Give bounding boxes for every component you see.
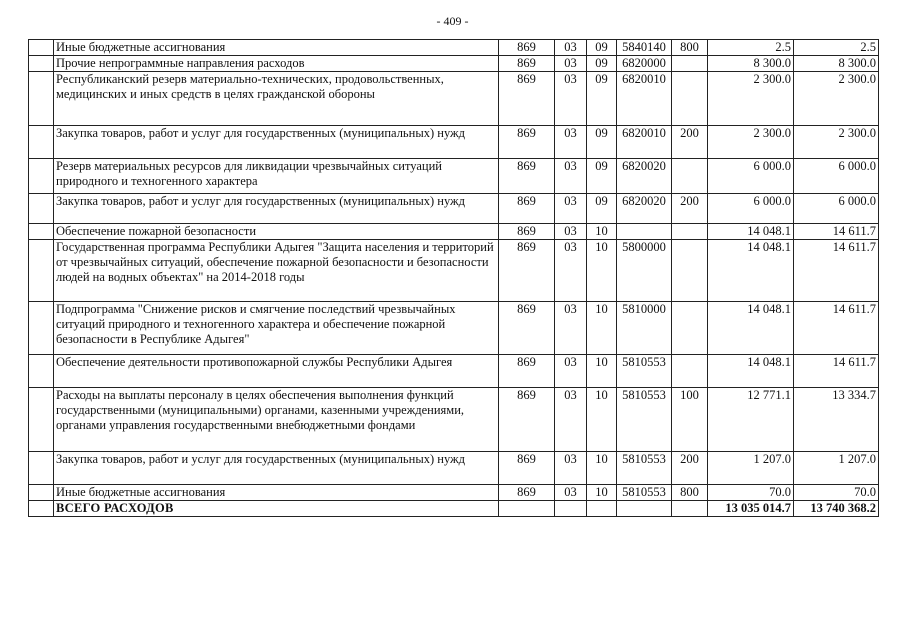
row-marker-cell <box>29 56 54 72</box>
amount-2018-cell: 13 334.7 <box>794 388 879 452</box>
amount-2017-cell: 2 300.0 <box>708 72 794 126</box>
expense-type-cell <box>672 159 708 194</box>
target-code-cell: 5810553 <box>617 452 672 485</box>
amount-2018-cell: 1 207.0 <box>794 452 879 485</box>
amount-2017-cell: 2 300.0 <box>708 126 794 159</box>
item-name-cell: Расходы на выплаты персоналу в целях обеспечения выполнения функций государственными (муниципальными) органами, казенными учреждениями, органами управления государственными внебюджетными фондами <box>54 388 499 452</box>
target-code-cell: 5810000 <box>617 302 672 355</box>
ministry-cell: 869 <box>499 224 555 240</box>
row-marker-cell <box>29 40 54 56</box>
ministry-cell: 869 <box>499 194 555 224</box>
table-row <box>29 40 879 56</box>
item-name-cell: Закупка товаров, работ и услуг для государственных (муниципальных) нужд <box>54 452 499 485</box>
row-marker-cell <box>29 302 54 355</box>
subsection-cell: 10 <box>587 485 617 501</box>
total-2018-cell: 13 740 368.2 <box>794 501 879 517</box>
row-marker-cell <box>29 501 54 517</box>
section-cell <box>555 501 587 517</box>
ministry-cell <box>499 501 555 517</box>
ministry-cell: 869 <box>499 72 555 126</box>
expense-type-cell <box>672 240 708 302</box>
ministry-cell: 869 <box>499 302 555 355</box>
expense-type-cell: 800 <box>672 485 708 501</box>
item-name-cell: Подпрограмма "Снижение рисков и смягчение последствий чрезвычайных ситуаций природного и техногенного характера и обеспечение пожарной безопасности в Республике Адыгея" <box>54 302 499 355</box>
amount-2017-cell: 2.5 <box>708 40 794 56</box>
table-row <box>29 485 879 501</box>
subsection-cell: 09 <box>587 159 617 194</box>
amount-2017-cell: 14 048.1 <box>708 224 794 240</box>
subsection-cell: 09 <box>587 40 617 56</box>
amount-2017-cell: 1 207.0 <box>708 452 794 485</box>
table-body <box>29 40 879 517</box>
subsection-cell: 10 <box>587 240 617 302</box>
ministry-cell: 869 <box>499 240 555 302</box>
table-row <box>29 56 879 72</box>
amount-2018-cell: 14 611.7 <box>794 355 879 388</box>
ministry-cell: 869 <box>499 485 555 501</box>
table-row <box>29 452 879 485</box>
row-marker-cell <box>29 224 54 240</box>
table-row <box>29 302 879 355</box>
amount-2018-cell: 6 000.0 <box>794 159 879 194</box>
expense-type-cell: 800 <box>672 40 708 56</box>
amount-2018-cell: 14 611.7 <box>794 302 879 355</box>
amount-2018-cell: 8 300.0 <box>794 56 879 72</box>
ministry-cell: 869 <box>499 388 555 452</box>
target-code-cell: 5840140 <box>617 40 672 56</box>
ministry-cell: 869 <box>499 126 555 159</box>
target-code-cell: 6820000 <box>617 56 672 72</box>
section-cell: 03 <box>555 159 587 194</box>
expense-type-cell: 200 <box>672 194 708 224</box>
row-marker-cell <box>29 126 54 159</box>
table-row <box>29 194 879 224</box>
row-marker-cell <box>29 485 54 501</box>
subsection-cell: 09 <box>587 72 617 126</box>
expense-type-cell <box>672 501 708 517</box>
amount-2017-cell: 14 048.1 <box>708 355 794 388</box>
table-row <box>29 126 879 159</box>
item-name-cell: Республиканский резерв материально-технических, продовольственных, медицинских и иных средств в целях гражданской обороны <box>54 72 499 126</box>
target-code-cell: 5800000 <box>617 240 672 302</box>
row-marker-cell <box>29 355 54 388</box>
amount-2018-cell: 2.5 <box>794 40 879 56</box>
expense-type-cell: 100 <box>672 388 708 452</box>
item-name-cell: Государственная программа Республики Адыгея "Защита населения и территорий от чрезвычайных ситуаций, обеспечение пожарной безопасности и безопасности людей на водных объектах" на 2014-2018 годы <box>54 240 499 302</box>
expense-type-cell: 200 <box>672 452 708 485</box>
target-code-cell: 6820020 <box>617 194 672 224</box>
item-name-cell: Закупка товаров, работ и услуг для государственных (муниципальных) нужд <box>54 126 499 159</box>
target-code-cell: 6820020 <box>617 159 672 194</box>
total-label-cell: ВСЕГО РАСХОДОВ <box>54 501 499 517</box>
amount-2017-cell: 8 300.0 <box>708 56 794 72</box>
subsection-cell: 10 <box>587 355 617 388</box>
expense-type-cell <box>672 355 708 388</box>
subsection-cell: 10 <box>587 302 617 355</box>
subsection-cell: 09 <box>587 56 617 72</box>
table-row <box>29 388 879 452</box>
target-code-cell <box>617 224 672 240</box>
target-code-cell <box>617 501 672 517</box>
expense-type-cell <box>672 302 708 355</box>
amount-2018-cell: 14 611.7 <box>794 240 879 302</box>
subsection-cell <box>587 501 617 517</box>
table-row <box>29 72 879 126</box>
section-cell: 03 <box>555 194 587 224</box>
section-cell: 03 <box>555 56 587 72</box>
subsection-cell: 10 <box>587 452 617 485</box>
ministry-cell: 869 <box>499 355 555 388</box>
ministry-cell: 869 <box>499 159 555 194</box>
subsection-cell: 10 <box>587 224 617 240</box>
item-name-cell: Резерв материальных ресурсов для ликвидации чрезвычайных ситуаций природного и техногенного характера <box>54 159 499 194</box>
row-marker-cell <box>29 194 54 224</box>
section-cell: 03 <box>555 452 587 485</box>
section-cell: 03 <box>555 40 587 56</box>
item-name-cell: Закупка товаров, работ и услуг для государственных (муниципальных) нужд <box>54 194 499 224</box>
section-cell: 03 <box>555 224 587 240</box>
ministry-cell: 869 <box>499 40 555 56</box>
row-marker-cell <box>29 240 54 302</box>
expense-type-cell: 200 <box>672 126 708 159</box>
subsection-cell: 10 <box>587 388 617 452</box>
total-2017-cell: 13 035 014.7 <box>708 501 794 517</box>
table-row <box>29 224 879 240</box>
section-cell: 03 <box>555 485 587 501</box>
row-marker-cell <box>29 388 54 452</box>
item-name-cell: Иные бюджетные ассигнования <box>54 485 499 501</box>
amount-2018-cell: 2 300.0 <box>794 126 879 159</box>
section-cell: 03 <box>555 72 587 126</box>
table-row <box>29 159 879 194</box>
subsection-cell: 09 <box>587 194 617 224</box>
page-number: - 409 - <box>436 14 469 28</box>
table-row <box>29 355 879 388</box>
amount-2017-cell: 12 771.1 <box>708 388 794 452</box>
target-code-cell: 5810553 <box>617 485 672 501</box>
amount-2017-cell: 6 000.0 <box>708 194 794 224</box>
subsection-cell: 09 <box>587 126 617 159</box>
section-cell: 03 <box>555 355 587 388</box>
target-code-cell: 5810553 <box>617 388 672 452</box>
amount-2018-cell: 70.0 <box>794 485 879 501</box>
ministry-cell: 869 <box>499 452 555 485</box>
ministry-cell: 869 <box>499 56 555 72</box>
expense-type-cell <box>672 56 708 72</box>
section-cell: 03 <box>555 388 587 452</box>
amount-2017-cell: 14 048.1 <box>708 302 794 355</box>
amount-2018-cell: 2 300.0 <box>794 72 879 126</box>
amount-2017-cell: 14 048.1 <box>708 240 794 302</box>
row-marker-cell <box>29 159 54 194</box>
section-cell: 03 <box>555 302 587 355</box>
section-cell: 03 <box>555 240 587 302</box>
amount-2018-cell: 6 000.0 <box>794 194 879 224</box>
item-name-cell: Прочие непрограммные направления расходов <box>54 56 499 72</box>
amount-2018-cell: 14 611.7 <box>794 224 879 240</box>
expense-type-cell <box>672 72 708 126</box>
total-row <box>29 501 879 517</box>
budget-table <box>28 39 879 517</box>
target-code-cell: 6820010 <box>617 126 672 159</box>
amount-2017-cell: 70.0 <box>708 485 794 501</box>
expense-type-cell <box>672 224 708 240</box>
item-name-cell: Иные бюджетные ассигнования <box>54 40 499 56</box>
row-marker-cell <box>29 452 54 485</box>
amount-2017-cell: 6 000.0 <box>708 159 794 194</box>
item-name-cell: Обеспечение деятельности противопожарной службы Республики Адыгея <box>54 355 499 388</box>
target-code-cell: 6820010 <box>617 72 672 126</box>
row-marker-cell <box>29 72 54 126</box>
table-row <box>29 240 879 302</box>
section-cell: 03 <box>555 126 587 159</box>
target-code-cell: 5810553 <box>617 355 672 388</box>
item-name-cell: Обеспечение пожарной безопасности <box>54 224 499 240</box>
